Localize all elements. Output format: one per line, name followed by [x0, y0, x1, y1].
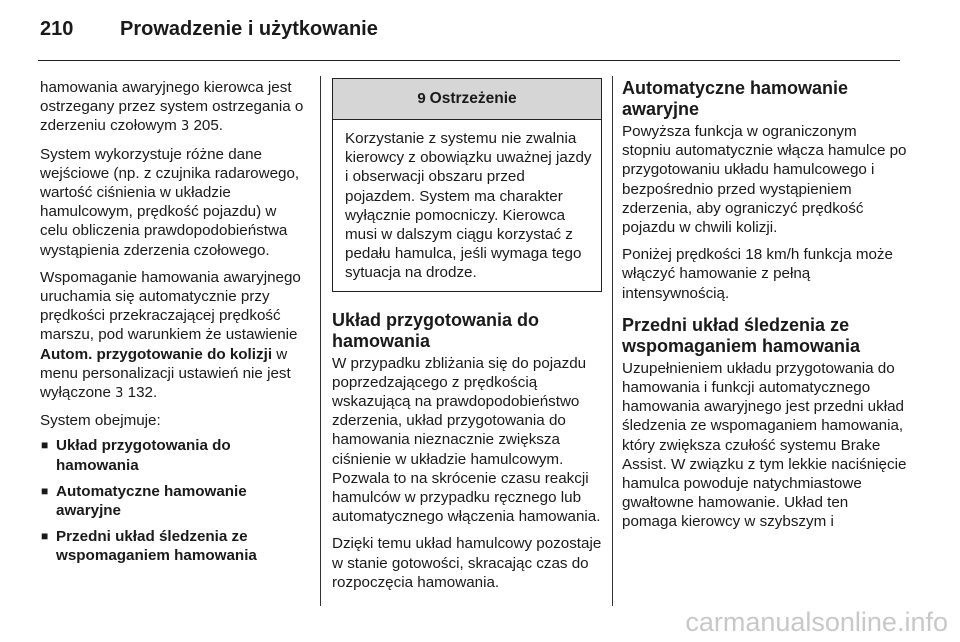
bullet-icon: ■	[41, 483, 49, 498]
warning-text: Korzystanie z systemu nie zwalnia kierowcy z obowiązku uważnej jazdy i obserwacji obszaru przed pojazdem. System ma charakter wyłącznie pomocniczy. Kierowca musi w dalszym ciągu korzystać z pedału hamulca, jeśli wymaga tego sytuacja na drodze.	[345, 130, 592, 282]
paragraph-8: Poniżej prędkości 18 km/h funkcja może włączyć hamowanie z pełną intensywnością.	[622, 246, 893, 302]
page-title: Prowadzenie i użytkowanie	[120, 18, 378, 40]
warning-icon: 9	[417, 90, 426, 108]
bullet-icon: ■	[41, 529, 49, 544]
warning-title: Ostrzeżenie	[429, 90, 517, 108]
column-1	[40, 78, 308, 573]
section-heading-automatic-braking: Automatyczne hamowanie awaryjne	[622, 78, 849, 119]
column-divider-right	[612, 76, 613, 606]
watermark: carmanualsonline.info	[685, 607, 948, 637]
bullet-icon: ■	[41, 438, 49, 453]
paragraph-6: Dzięki temu układ hamulcowy pozostaje w stanie gotowości, skracając czas do rozpoczęcia hamowania.	[332, 535, 602, 591]
list-item: ■ Układ przygotowania do hamowania	[41, 437, 231, 474]
column-divider-left	[320, 76, 321, 606]
menu-setting-name: Autom. przygotowanie do kolizji	[40, 345, 273, 363]
header-divider	[38, 60, 900, 61]
warning-header	[333, 79, 601, 120]
list-item: ■ Przedni układ śledzenia ze wspomaganiem hamowania	[41, 528, 257, 565]
page-ref-link[interactable]: 132.	[123, 384, 158, 402]
paragraph-1: hamowania awaryjnego kierowca jest ostrzegany przez system ostrzegania o zderzeniu czołowym 3 205.	[40, 79, 304, 135]
system-components-list	[40, 436, 308, 565]
page-ref-icon: 3	[180, 119, 190, 135]
page-number: 210	[40, 18, 74, 40]
page-ref-link[interactable]: 205.	[189, 117, 224, 135]
column-3	[622, 78, 907, 540]
paragraph-5: W przypadku zbliżania się do pojazdu poprzedzającego z prędkością wskazującą na prawdopodobieństwo zderzenia, układ przygotowania do hamowania nieznacznie zwiększa ciśnienie w układzie hamulcowym. Pozwala to na skrócenie czasu reakcji hamulców w przypadku ręcznego lub automatycznego włączenia hamowania.	[332, 354, 601, 526]
section-heading-brake-preparation: Układ przygotowania do hamowania	[332, 309, 540, 351]
paragraph-2: System wykorzystuje różne dane wejściowe (np. z czujnika radarowego, wartość ciśnienia w układzie hamulcowym, prędkość pojazdu) w celu obliczenia prawdopodobieństwa wystąpienia zderzenia czołowego.	[40, 145, 300, 259]
column-2	[332, 78, 602, 600]
paragraph-7: Powyższa funkcja w ograniczonym stopniu automatycznie włącza hamulce po przygotowaniu układu hamulcowego i bezpośrednio przed wystąpieniem zderzenia, aby ograniczyć prędkość pojazdu w chwili kolizji.	[622, 123, 907, 237]
paragraph-3: Wspomaganie hamowania awaryjnego uruchamia się automatycznie przy prędkości przekraczającej prędkość marszu, pod warunkiem że ustawienie Autom. przygotowanie do kolizji w menu personalizacji ustawień nie jest wyłączone 3 132.	[40, 268, 301, 402]
list-item: ■ Automatyczne hamowanie awaryjne	[41, 482, 247, 520]
section-heading-brake-assist: Przedni układ śledzenia ze wspomaganiem hamowania	[622, 314, 861, 356]
paragraph-4: System obejmuje:	[40, 412, 161, 430]
warning-box	[332, 78, 602, 292]
page-header	[40, 14, 900, 50]
page-ref-icon: 3	[115, 386, 124, 402]
paragraph-9: Uzupełnieniem układu przygotowania do hamowania i funkcji automatycznego hamowania awaryjnego jest przedni układ śledzenia ze wspomaganiem hamowania, który zwiększa czułość systemu Brake Assist. W związku z tym lekkie naciśnięcie hamulca powoduje natychmiastowe gwałtowne hamowanie. Układ ten pomaga kierowcy w szybszym i	[622, 359, 907, 531]
